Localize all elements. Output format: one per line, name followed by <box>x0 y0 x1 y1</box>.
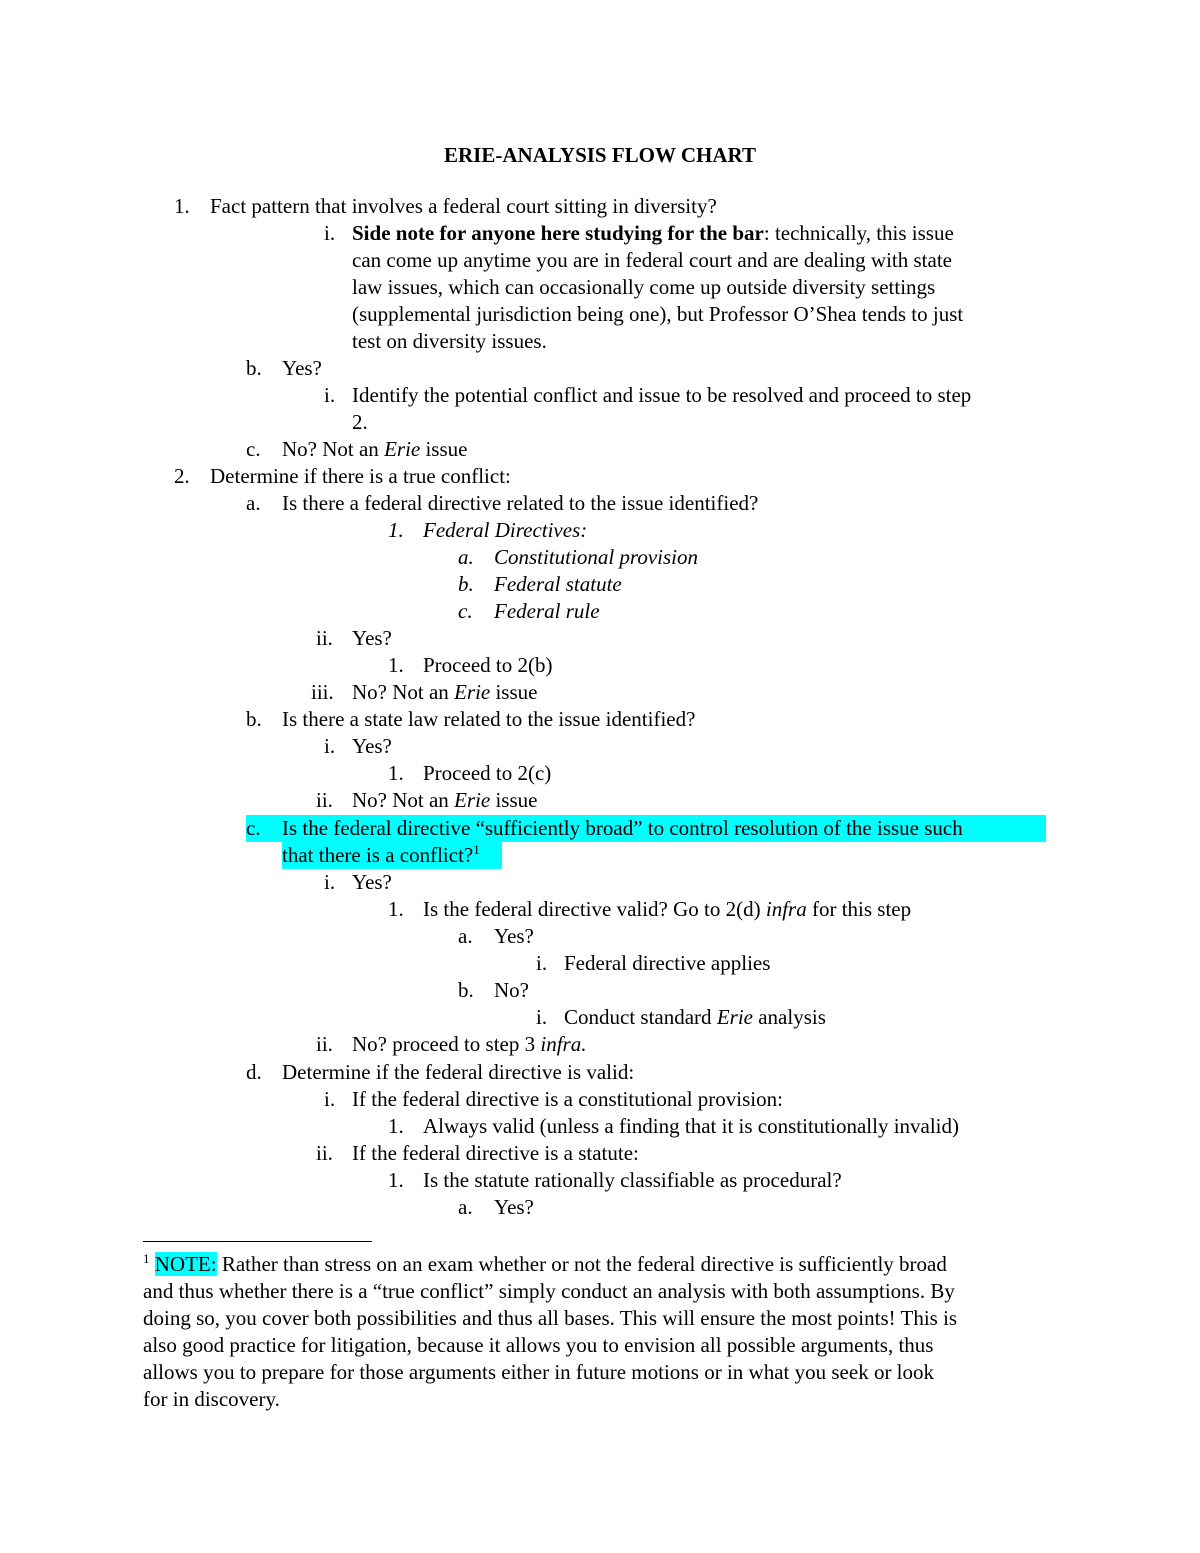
list-marker: c. <box>458 599 473 623</box>
footnote-line-1 <box>143 1251 947 1278</box>
list-marker: c. <box>246 816 261 840</box>
proceed-2b: Proceed to 2(b) <box>423 653 553 677</box>
footnote-separator <box>143 1241 372 1242</box>
item-2c-line-2 <box>282 842 480 869</box>
side-note-rest: : technically, this issue <box>763 221 954 245</box>
list-marker: 1. <box>388 761 404 785</box>
text: issue <box>490 788 538 812</box>
item-2a-no <box>352 679 537 706</box>
list-marker: 1. <box>388 518 404 542</box>
list-marker: i. <box>324 734 336 758</box>
list-marker: c. <box>246 437 261 461</box>
list-marker: i. <box>324 870 336 894</box>
list-marker: ii. <box>316 1032 333 1056</box>
text: issue <box>420 437 468 461</box>
item-1b-yes: Yes? <box>282 356 322 380</box>
text: No? Not an <box>352 680 455 704</box>
list-marker: a. <box>458 1195 473 1219</box>
rationally-classifiable: Is the statute rationally classifiable as procedural? <box>423 1168 842 1192</box>
list-marker: a. <box>246 491 261 515</box>
constitutional-if: If the federal directive is a constitutional provision: <box>352 1087 783 1111</box>
list-marker: b. <box>246 707 262 731</box>
list-marker: 1. <box>388 1168 404 1192</box>
fd-constitutional: Constitutional provision <box>494 545 698 569</box>
list-marker: ii. <box>316 788 333 812</box>
item-2d-question: Determine if the federal directive is valid: <box>282 1060 635 1084</box>
note-label: NOTE: <box>154 1252 217 1276</box>
item-2c-yes: Yes? <box>352 870 392 894</box>
footnote-reference[interactable]: 1 <box>473 842 480 857</box>
list-marker: d. <box>246 1060 262 1084</box>
item-1-question: Fact pattern that involves a federal court sitting in diversity? <box>210 194 717 218</box>
rational-yes: Yes? <box>494 1195 534 1219</box>
list-marker: a. <box>458 545 474 569</box>
item-1c-no <box>282 436 467 463</box>
list-marker: i. <box>536 951 548 975</box>
list-marker: i. <box>324 383 336 407</box>
text: issue <box>490 680 538 704</box>
list-marker: i. <box>324 1087 336 1111</box>
text: analysis <box>752 1005 826 1029</box>
validity-no: No? <box>494 978 529 1002</box>
item-2-question: Determine if there is a true conflict: <box>210 464 511 488</box>
text: Is the federal directive valid? Go to 2(d) <box>423 897 766 921</box>
identify-line-1: Identify the potential conflict and issue to be resolved and proceed to step <box>352 383 972 407</box>
footnote-line-2: and thus whether there is a “true conflict” simply conduct an analysis with both assumptions. By <box>143 1279 955 1303</box>
text: Conduct standard <box>564 1005 717 1029</box>
side-note-line-3: law issues, which can occasionally come up outside diversity settings <box>352 275 936 299</box>
list-marker: ii. <box>316 1141 333 1165</box>
proceed-2c: Proceed to 2(c) <box>423 761 552 785</box>
side-note-line-4: (supplemental jurisdiction being one), but Professor O’Shea tends to just <box>352 302 964 326</box>
federal-directive-applies: Federal directive applies <box>564 951 771 975</box>
list-marker: b. <box>458 572 474 596</box>
infra-italic: infra. <box>540 1032 587 1056</box>
item-2c-line-1: Is the federal directive “sufficiently broad” to control resolution of the issue such <box>282 816 963 840</box>
validity-question <box>423 896 911 923</box>
infra-italic: infra <box>765 897 807 921</box>
side-note-line-2: can come up anytime you are in federal court and are dealing with state <box>352 248 952 272</box>
item-2a-question: Is there a federal directive related to the issue identified? <box>282 491 759 515</box>
list-marker: 2. <box>174 464 190 488</box>
item-2c-no <box>352 1031 586 1058</box>
side-note-line-1 <box>352 220 954 247</box>
side-note-line-5: test on diversity issues. <box>352 329 547 353</box>
text: for this step <box>806 897 912 921</box>
erie-italic: Erie <box>716 1005 753 1029</box>
erie-italic: Erie <box>454 680 491 704</box>
fd-statute: Federal statute <box>494 572 622 596</box>
identify-line-2: 2. <box>352 410 368 434</box>
list-marker: iii. <box>311 680 334 704</box>
list-marker: i. <box>324 221 336 245</box>
side-note-bold: Side note for anyone here studying for the bar <box>352 221 764 245</box>
list-marker: b. <box>246 356 262 380</box>
list-marker: b. <box>458 978 474 1002</box>
footnote-marker: 1 <box>143 1251 150 1266</box>
text: Rather than stress on an exam whether or not the federal directive is sufficiently broad <box>216 1252 947 1276</box>
list-marker: 1. <box>174 194 190 218</box>
always-valid: Always valid (unless a finding that it is constitutionally invalid) <box>423 1114 960 1138</box>
item-2a-yes: Yes? <box>352 626 392 650</box>
list-marker: 1. <box>388 1114 404 1138</box>
federal-directives-heading: Federal Directives: <box>423 518 588 542</box>
footnote-line-5: allows you to prepare for those arguments either in future motions or in what you seek or look <box>143 1360 935 1384</box>
conduct-erie-analysis <box>564 1004 826 1031</box>
item-2b-no <box>352 787 537 814</box>
footnote-line-3: doing so, you cover both possibilities and thus all bases. This will ensure the most points! This is <box>143 1306 958 1330</box>
page-title: ERIE-ANALYSIS FLOW CHART <box>443 143 756 167</box>
item-2b-yes: Yes? <box>352 734 392 758</box>
list-marker: i. <box>536 1005 548 1029</box>
list-marker: 1. <box>388 897 404 921</box>
validity-yes: Yes? <box>494 924 534 948</box>
list-marker: 1. <box>388 653 404 677</box>
list-marker: ii. <box>316 626 333 650</box>
footnote-line-4: also good practice for litigation, because it allows you to envision all possible arguments, thus <box>143 1333 934 1357</box>
text: No? Not an <box>282 437 385 461</box>
item-2b-question: Is there a state law related to the issue identified? <box>282 707 696 731</box>
text: No? Not an <box>352 788 455 812</box>
erie-italic: Erie <box>454 788 491 812</box>
list-marker: a. <box>458 924 473 948</box>
statute-if: If the federal directive is a statute: <box>352 1141 639 1165</box>
fd-rule: Federal rule <box>494 599 600 623</box>
erie-italic: Erie <box>384 437 421 461</box>
footnote-line-6: for in discovery. <box>143 1387 280 1411</box>
text: that there is a conflict? <box>282 843 474 867</box>
text: No? proceed to step 3 <box>352 1032 541 1056</box>
